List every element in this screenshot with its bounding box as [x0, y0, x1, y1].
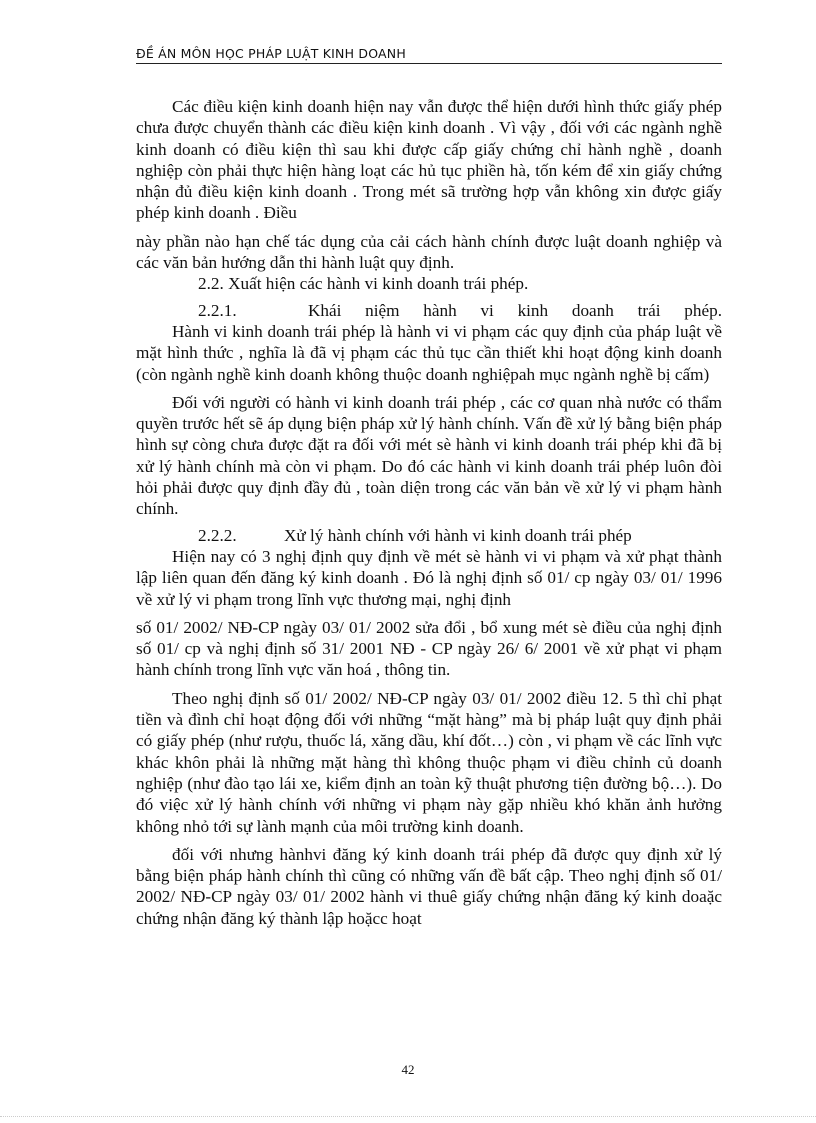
section-heading-2-2-1 — [136, 300, 722, 321]
paragraph-5: Hiện nay có 3 nghị định quy định về mét sè hành vi vi phạm và xử phạt thành lập liên quan đến đăng ký kinh doanh . Đó là nghị định số 01/ cp ngày 03/ 01/ 1996 về xử lý vi phạm trong lĩnh vực thương mại, nghị định — [136, 546, 722, 609]
document-body — [136, 96, 722, 929]
paragraph-2: này phần nào hạn chế tác dụng của cải cách hành chính được luật doanh nghiệp và các văn bản hướng dẫn thi hành luật quy định. — [136, 231, 722, 273]
section-heading-2-2 — [136, 273, 722, 294]
section-number: 2.2.1. — [198, 300, 237, 320]
paragraph-7: Theo nghị định số 01/ 2002/ NĐ-CP ngày 03/ 01/ 2002 điều 12. 5 thì chỉ phạt tiền và đình chỉ hoạt động đối với những “mặt hàng” mà bị pháp luật quy định phải có giấy phép (như rượu, thuốc lá, xăng dầu, khí đốt…) còn , vi phạm về các lĩnh vực khác khôn phải là những mặt hàng thì không thuộc phạm vi điều chỉnh củ doanh nghiệp (như đào tạo lái xe, kiểm định an toàn kỹ thuật phương tiện đường bộ…). Do đó việc xử lý hành chính với những vi phạm này gặp nhiều khó khăn ảnh hưởng không nhỏ tới sự lành mạnh của môi trường kinh doanh. — [136, 688, 722, 836]
section-title: Xuất hiện các hành vi kinh doanh trái phép. — [228, 274, 529, 294]
section-heading-2-2-2 — [136, 525, 722, 546]
section-title: Xử lý hành chính với hành vi kinh doanh trái phép — [284, 525, 632, 545]
page-bottom-divider — [0, 1116, 816, 1117]
paragraph-4: Đối với người có hành vi kinh doanh trái phép , các cơ quan nhà nước có thẩm quyền trước hết sẽ áp dụng biện pháp xử lý hành chính. Vấn đề xử lý bằng biện pháp hình sự còng chưa được đặt ra đối với mét sè hành vi kinh doanh trái phép khi đã bị xử lý hành chính mà còn vi phạm. Do đó các hành vi kinh doanh trái phép luôn đòi hỏi phải được quy định đầy đủ , toàn diện trong các văn bản về xử lý vi phạm hành chính. — [136, 392, 722, 519]
page-number: 42 — [401, 1062, 415, 1077]
section-number: 2.2. — [198, 274, 224, 294]
running-header: ĐỀ ÁN MÔN HỌC PHÁP LUẬT KINH DOANH — [136, 46, 722, 64]
paragraph-8: đối với nhưng hànhvi đăng ký kinh doanh trái phép đã được quy định xử lý bằng biện pháp hành chính thì cũng có những vấn đề bất cập. Theo nghị định số 01/ 2002/ NĐ-CP ngày 03/ 01/ 2002 hành vi thuê giấy chứng nhận đăng ký kinh doaặc chứng nhận đăng ký thành lập hoặcc hoạt — [136, 844, 722, 928]
paragraph-6: số 01/ 2002/ NĐ-CP ngày 03/ 01/ 2002 sửa đổi , bổ xung mét sè điều của nghị định số 01/ cp và nghị định số 31/ 2001 NĐ - CP ngày 26/ 6/ 2001 về xử phạt vi phạm hành chính trong lĩnh vực văn hoá , thông tin. — [136, 617, 722, 680]
section-number: 2.2.2. — [198, 525, 237, 545]
paragraph-1: Các điều kiện kinh doanh hiện nay vẫn được thể hiện dưới hình thức giấy phép chưa được chuyển thành các điều kiện kinh doanh . Vì vậy , đối với các ngành nghề kinh doanh có điều kiện thì sau khi được cấp giấy chứng chỉ hành nghề , doanh nghiệp còn phải thực hiện hàng loạt các hủ tục phiền hà, tốn kém để xin giấy chứng nhận đủ điều kiện kinh doanh . Trong mét sã trường hợp vẫn không xin được giấy phép kinh doanh . Điều — [136, 97, 722, 223]
section-title: Khái niệm hành vi kinh doanh trái phép. — [308, 300, 722, 320]
paragraph-3: Hành vi kinh doanh trái phép là hành vi vi phạm các quy định của pháp luật về mặt hình thức , nghĩa là đã vị phạm các thủ tục cần thiết khi hoạt động kinh doanh (còn ngành nghề kinh doanh không thuộc doanh nghiệpah mục ngành nghề bị cấm) — [136, 321, 722, 384]
